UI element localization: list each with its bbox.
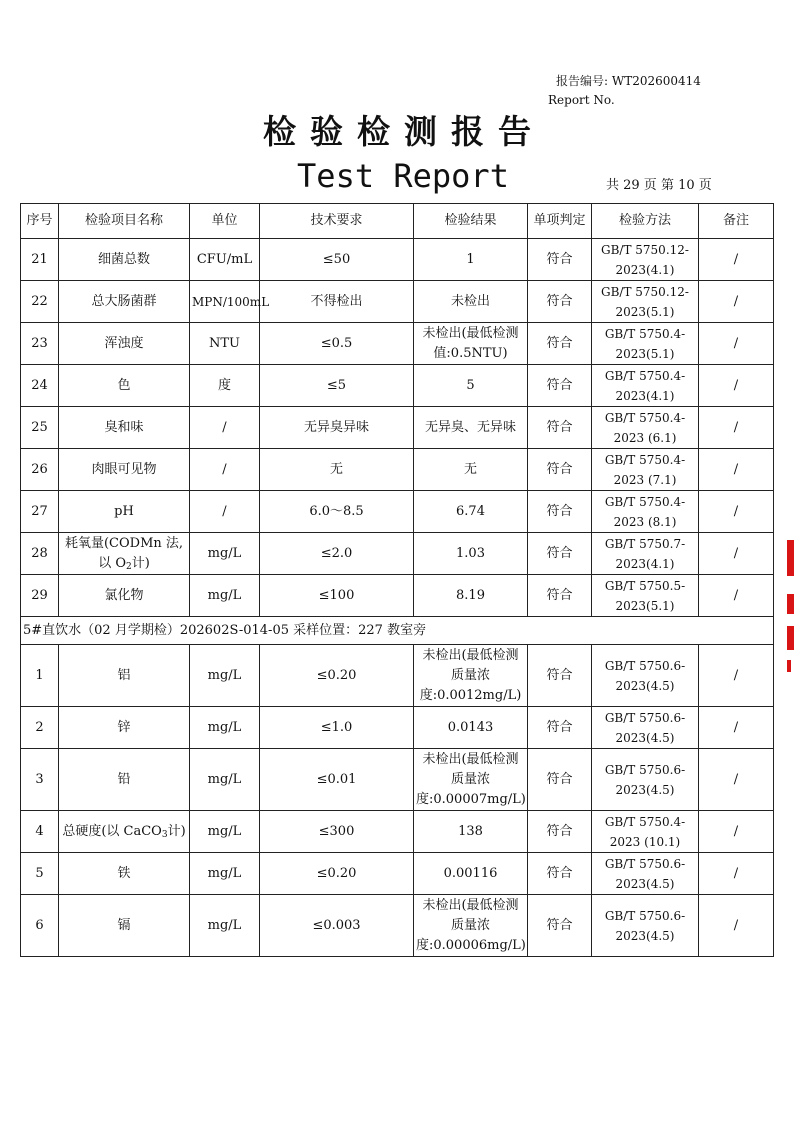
section-label: 5#直饮水（02 月学期检）202602S-014-05 采样位置：227 教室旁 <box>21 617 774 645</box>
cell-requirement: ≤1.0 <box>260 707 414 749</box>
cell-note: / <box>699 749 774 811</box>
table-row <box>21 749 774 811</box>
cell-item: 肉眼可见物 <box>59 449 190 491</box>
method-line-1: GB/T 5750.4- <box>604 368 686 383</box>
report-title-en: Test Report <box>297 157 509 195</box>
cell-method <box>592 707 699 749</box>
cell-result: 无异臭、无异味 <box>414 407 528 449</box>
cell-judgement: 符合 <box>528 707 592 749</box>
cell-method <box>592 749 699 811</box>
page-current: 第 10 页 <box>660 178 712 193</box>
cell-note: / <box>699 853 774 895</box>
cell-requirement: 无异臭异味 <box>260 407 414 449</box>
cell-method <box>592 491 699 533</box>
cell-note: / <box>699 811 774 853</box>
table-row <box>21 449 774 491</box>
item-line-2 <box>61 554 187 574</box>
cell-judgement: 符合 <box>528 239 592 281</box>
item-subscript: 2 <box>125 561 132 572</box>
report-number-block <box>548 72 701 110</box>
cell-requirement: ≤100 <box>260 575 414 617</box>
stamp-fragment-4 <box>787 660 791 672</box>
col-header-note: 备注 <box>699 204 774 239</box>
method-line-1: GB/T 5750.5- <box>604 578 686 593</box>
cell-judgement: 符合 <box>528 811 592 853</box>
cell-result: 0.00116 <box>414 853 528 895</box>
method-line-1: GB/T 5750.4- <box>604 410 686 425</box>
cell-unit: mg/L <box>190 575 260 617</box>
cell-note: / <box>699 365 774 407</box>
cell-requirement: ≤0.003 <box>260 895 414 957</box>
cell-item <box>59 533 190 575</box>
report-title-cn: 检验检测报告 <box>263 112 545 151</box>
result-line-1: 未检出(最低检测 <box>422 647 519 663</box>
result-line-2: 质量浓 <box>450 667 490 683</box>
cell-unit: CFU/mL <box>190 239 260 281</box>
method-line-1: GB/T 5750.4- <box>604 326 686 341</box>
cell-unit: NTU <box>190 323 260 365</box>
method-line-2: 2023(4.5) <box>615 782 675 797</box>
cell-judgement: 符合 <box>528 449 592 491</box>
cell-item <box>59 811 190 853</box>
col-header-requirement: 技术要求 <box>260 204 414 239</box>
item-line-1: 耗氧量(CODMn 法, <box>64 535 184 551</box>
cell-no: 3 <box>21 749 59 811</box>
method-line-2: 2023(4.5) <box>615 928 675 943</box>
cell-judgement: 符合 <box>528 749 592 811</box>
cell-item: pH <box>59 491 190 533</box>
cell-item: 铁 <box>59 853 190 895</box>
cell-result: 1 <box>414 239 528 281</box>
result-line-2: 值:0.5NTU) <box>433 345 508 361</box>
cell-method <box>592 533 699 575</box>
result-line-2: 质量浓 <box>450 771 490 787</box>
cell-result <box>414 323 528 365</box>
item-text: 计) <box>167 823 186 839</box>
cell-requirement: ≤50 <box>260 239 414 281</box>
method-line-1: GB/T 5750.4- <box>604 494 686 509</box>
cell-requirement: ≤2.0 <box>260 533 414 575</box>
cell-no: 1 <box>21 645 59 707</box>
table-row <box>21 491 774 533</box>
method-line-2: 2023(4.1) <box>615 262 675 277</box>
method-line-2: 2023 (8.1) <box>613 514 677 529</box>
cell-item: 细菌总数 <box>59 239 190 281</box>
cell-requirement: ≤300 <box>260 811 414 853</box>
results-table <box>20 203 774 957</box>
table-row <box>21 575 774 617</box>
cell-note: / <box>699 449 774 491</box>
item-subscript: 3 <box>161 829 168 840</box>
page-count <box>606 174 712 193</box>
cell-requirement: ≤0.20 <box>260 853 414 895</box>
cell-method <box>592 853 699 895</box>
cell-method <box>592 281 699 323</box>
cell-note: / <box>699 239 774 281</box>
method-line-1: GB/T 5750.7- <box>604 536 686 551</box>
method-line-1: GB/T 5750.4- <box>604 814 686 829</box>
cell-item: 色 <box>59 365 190 407</box>
method-line-2: 2023 (7.1) <box>613 472 677 487</box>
method-line-1: GB/T 5750.4- <box>604 452 686 467</box>
result-line-3: 度:0.0012mg/L) <box>419 687 522 703</box>
report-number-label-en: Report No. <box>548 93 615 107</box>
cell-unit: mg/L <box>190 533 260 575</box>
page-total: 共 29 页 <box>606 178 657 193</box>
table-row <box>21 365 774 407</box>
cell-no: 27 <box>21 491 59 533</box>
cell-judgement: 符合 <box>528 645 592 707</box>
cell-no: 23 <box>21 323 59 365</box>
table-row <box>21 707 774 749</box>
cell-result: 0.0143 <box>414 707 528 749</box>
cell-no: 22 <box>21 281 59 323</box>
section-row <box>21 617 774 645</box>
cell-no: 5 <box>21 853 59 895</box>
cell-judgement: 符合 <box>528 853 592 895</box>
method-line-1: GB/T 5750.6- <box>604 658 686 673</box>
table-row <box>21 407 774 449</box>
cell-method <box>592 365 699 407</box>
method-line-2: 2023(5.1) <box>615 598 675 613</box>
cell-item: 总大肠菌群 <box>59 281 190 323</box>
cell-unit: / <box>190 449 260 491</box>
result-line-1: 未检出(最低检测 <box>422 751 519 767</box>
cell-method <box>592 645 699 707</box>
cell-no: 2 <box>21 707 59 749</box>
cell-result: 138 <box>414 811 528 853</box>
cell-method <box>592 239 699 281</box>
cell-method <box>592 575 699 617</box>
stamp-fragment-3 <box>787 626 794 650</box>
report-number-value: WT202600414 <box>611 74 701 88</box>
method-line-1: GB/T 5750.6- <box>604 856 686 871</box>
method-line-2: 2023(4.5) <box>615 730 675 745</box>
cell-requirement: 6.0～8.5 <box>260 491 414 533</box>
cell-item: 铝 <box>59 645 190 707</box>
result-line-2: 质量浓 <box>450 917 490 933</box>
cell-judgement: 符合 <box>528 575 592 617</box>
cell-judgement: 符合 <box>528 365 592 407</box>
cell-item: 锌 <box>59 707 190 749</box>
cell-judgement: 符合 <box>528 533 592 575</box>
cell-result <box>414 749 528 811</box>
cell-result: 8.19 <box>414 575 528 617</box>
table-row <box>21 239 774 281</box>
cell-note: / <box>699 323 774 365</box>
col-header-method: 检验方法 <box>592 204 699 239</box>
method-line-1: GB/T 5750.6- <box>604 908 686 923</box>
cell-requirement: ≤0.20 <box>260 645 414 707</box>
cell-result <box>414 645 528 707</box>
cell-unit: mg/L <box>190 811 260 853</box>
cell-item: 浑浊度 <box>59 323 190 365</box>
cell-item: 氯化物 <box>59 575 190 617</box>
table-row <box>21 811 774 853</box>
cell-no: 24 <box>21 365 59 407</box>
table-row <box>21 853 774 895</box>
cell-no: 29 <box>21 575 59 617</box>
cell-no: 21 <box>21 239 59 281</box>
report-number-label: 报告编号: <box>556 74 609 88</box>
cell-unit: 度 <box>190 365 260 407</box>
cell-method <box>592 449 699 491</box>
table-row <box>21 281 774 323</box>
result-line-3: 度:0.00006mg/L) <box>416 937 526 953</box>
cell-note: / <box>699 645 774 707</box>
cell-unit: MPN/100mL <box>190 281 260 323</box>
result-line-3: 度:0.00007mg/L) <box>416 791 526 807</box>
method-line-2: 2023(4.1) <box>615 556 675 571</box>
col-header-judgement: 单项判定 <box>528 204 592 239</box>
method-line-1: GB/T 5750.12- <box>601 284 689 299</box>
table-row <box>21 645 774 707</box>
cell-judgement: 符合 <box>528 407 592 449</box>
method-line-1: GB/T 5750.6- <box>604 710 686 725</box>
cell-result: 未检出 <box>414 281 528 323</box>
cell-requirement: ≤0.5 <box>260 323 414 365</box>
cell-unit: mg/L <box>190 707 260 749</box>
cell-note: / <box>699 491 774 533</box>
method-line-2: 2023(5.1) <box>615 304 675 319</box>
method-line-1: GB/T 5750.12- <box>601 242 689 257</box>
cell-note: / <box>699 407 774 449</box>
cell-note: / <box>699 281 774 323</box>
result-line-1: 未检出(最低检测 <box>422 325 519 341</box>
cell-unit: mg/L <box>190 749 260 811</box>
cell-unit: mg/L <box>190 645 260 707</box>
col-header-result: 检验结果 <box>414 204 528 239</box>
cell-no: 6 <box>21 895 59 957</box>
cell-note: / <box>699 707 774 749</box>
cell-item: 铅 <box>59 749 190 811</box>
cell-no: 26 <box>21 449 59 491</box>
result-line-1: 未检出(最低检测 <box>422 897 519 913</box>
cell-result: 1.03 <box>414 533 528 575</box>
cell-method <box>592 323 699 365</box>
col-header-item: 检验项目名称 <box>59 204 190 239</box>
cell-unit: mg/L <box>190 853 260 895</box>
method-line-2: 2023(4.5) <box>615 876 675 891</box>
cell-judgement: 符合 <box>528 491 592 533</box>
cell-unit: mg/L <box>190 895 260 957</box>
cell-note: / <box>699 575 774 617</box>
method-line-1: GB/T 5750.6- <box>604 762 686 777</box>
cell-requirement: ≤5 <box>260 365 414 407</box>
cell-method <box>592 811 699 853</box>
cell-note: / <box>699 895 774 957</box>
col-header-no: 序号 <box>21 204 59 239</box>
item-text: 计) <box>131 555 150 571</box>
cell-judgement: 符合 <box>528 281 592 323</box>
cell-judgement: 符合 <box>528 323 592 365</box>
stamp-fragment-2 <box>787 594 794 614</box>
cell-note: / <box>699 533 774 575</box>
cell-requirement: 无 <box>260 449 414 491</box>
cell-unit: / <box>190 407 260 449</box>
table-row <box>21 895 774 957</box>
col-header-unit: 单位 <box>190 204 260 239</box>
item-text: 总硬度(以 CaCO <box>62 823 162 839</box>
cell-result: 6.74 <box>414 491 528 533</box>
method-line-2: 2023(4.1) <box>615 388 675 403</box>
method-line-2: 2023 (6.1) <box>613 430 677 445</box>
table-header-row <box>21 204 774 239</box>
cell-item: 镉 <box>59 895 190 957</box>
cell-unit: / <box>190 491 260 533</box>
method-line-2: 2023(5.1) <box>615 346 675 361</box>
cell-no: 4 <box>21 811 59 853</box>
cell-method <box>592 895 699 957</box>
cell-result <box>414 895 528 957</box>
table-row <box>21 533 774 575</box>
cell-no: 28 <box>21 533 59 575</box>
method-line-2: 2023(4.5) <box>615 678 675 693</box>
cell-method <box>592 407 699 449</box>
table-row <box>21 323 774 365</box>
stamp-fragment-1 <box>787 540 794 576</box>
cell-requirement: 不得检出 <box>260 281 414 323</box>
item-text: 以 O <box>98 555 126 571</box>
cell-result: 5 <box>414 365 528 407</box>
cell-judgement: 符合 <box>528 895 592 957</box>
method-line-2: 2023 (10.1) <box>609 834 681 849</box>
cell-no: 25 <box>21 407 59 449</box>
cell-result: 无 <box>414 449 528 491</box>
cell-item: 臭和味 <box>59 407 190 449</box>
cell-requirement: ≤0.01 <box>260 749 414 811</box>
